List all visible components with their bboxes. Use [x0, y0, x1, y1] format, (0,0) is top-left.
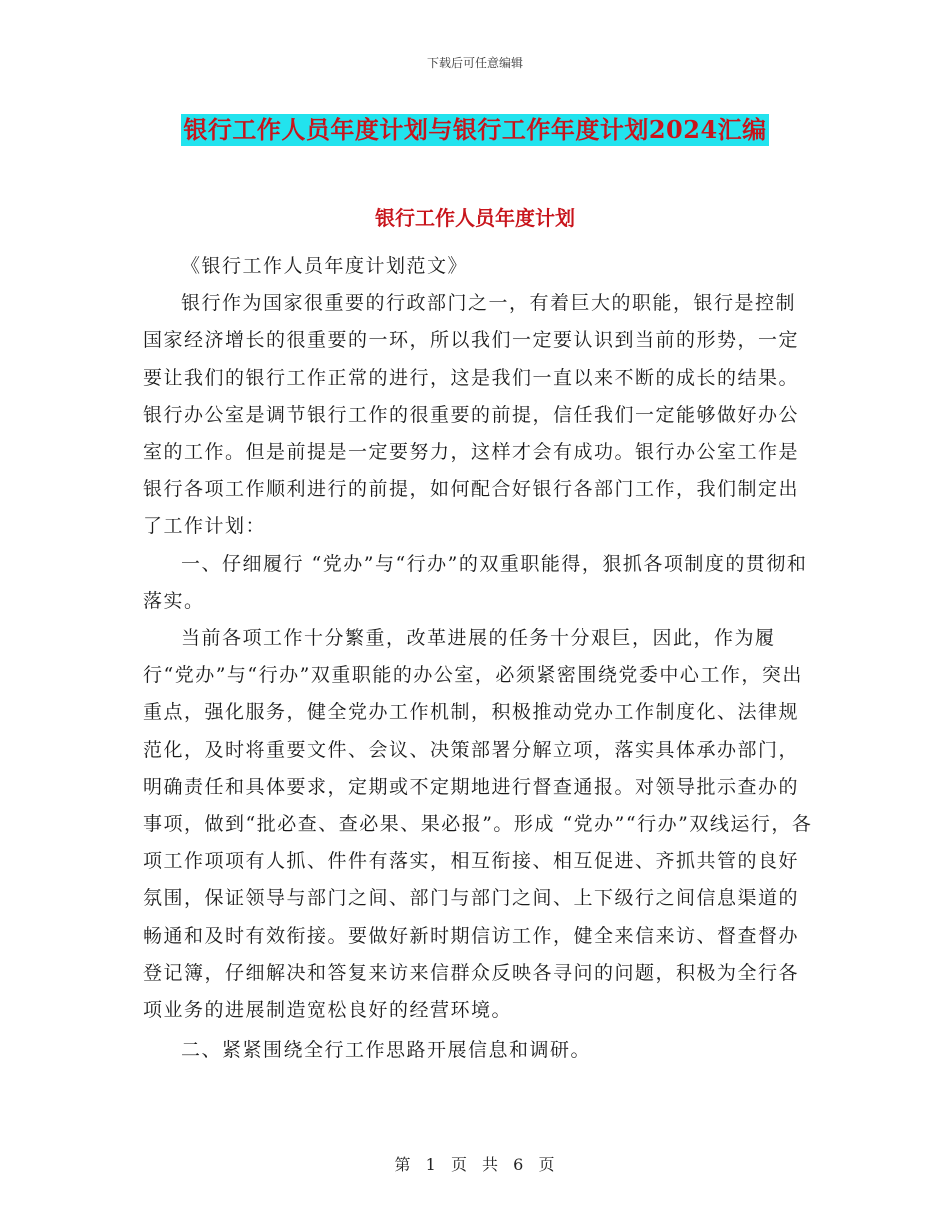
page-footer	[0, 1152, 950, 1175]
header-note: 下载后可任意编辑	[426, 56, 523, 70]
paragraph-1: 银行作为国家很重要的行政部门之一，有着巨大的职能，银行是控制国家经济增长的很重要的一环，所以我们一定要认识到当前的形势，一定要让我们的银行工作正常的进行，这是我们一直以来不断的成长的结果。银行办公室是调节银行工作的很重要的前提，信任我们一定能够做好办公室的工作。但是前提是一定要努力，这样才会有成功。银行办公室工作是银行各项工作顺利进行的前提，如何配合好银行各部门工作，我们制定出了工作计划：	[143, 292, 800, 538]
body-text	[143, 248, 813, 1069]
footer-current-page: 1	[425, 1155, 437, 1174]
paragraph-2: 一、仔细履行 “党办”与“行办”的双重职能得，狠抓各项制度的贯彻和落实。	[143, 552, 808, 612]
main-title-wrap	[0, 114, 950, 146]
paragraph-intro: 《银行工作人员年度计划范文》	[181, 255, 469, 277]
paragraph-3: 当前各项工作十分繁重，改革进展的任务十分艰巨，因此，作为履行“党办”与“行办”双重职能的办公室，必须紧密围绕党委中心工作，突出重点，强化服务，健全党办工作机制，积极推动党办工作制度化、法律规范化，及时将重要文件、会议、决策部署分解立项，落实具体承办部门，明确责任和具体要求，定期或不定期地进行督查通报。对领导批示查办的事项，做到“批必查、查必果、果必报”。形成 “党办”“行办”双线运行，各项工作项项有人抓、件件有落实，相互衔接、相互促进、齐抓共管的良好氛围，保证领导与部门之间、部门与部门之间、上下级行之间信息渠道的畅通和及时有效衔接。要做好新时期信访工作，健全来信来访、督查督办登记簿，仔细解决和答复来访来信群众反映各寻问的问题，积极为全行各项业务的进展制造宽松良好的经营环境。	[143, 627, 813, 1022]
footer-page-label: 页	[450, 1155, 468, 1174]
footer-total-label: 共	[482, 1155, 500, 1174]
paragraph-4: 二、紧紧围绕全行工作思路开展信息和调研。	[181, 1039, 592, 1062]
section-title: 银行工作人员年度计划	[375, 206, 575, 230]
main-title: 银行工作人员年度计划与银行工作年度计划2024汇编	[183, 115, 767, 144]
footer-suffix: 页	[538, 1155, 556, 1174]
footer-prefix: 第	[394, 1155, 412, 1174]
footer-total-pages: 6	[513, 1155, 525, 1174]
